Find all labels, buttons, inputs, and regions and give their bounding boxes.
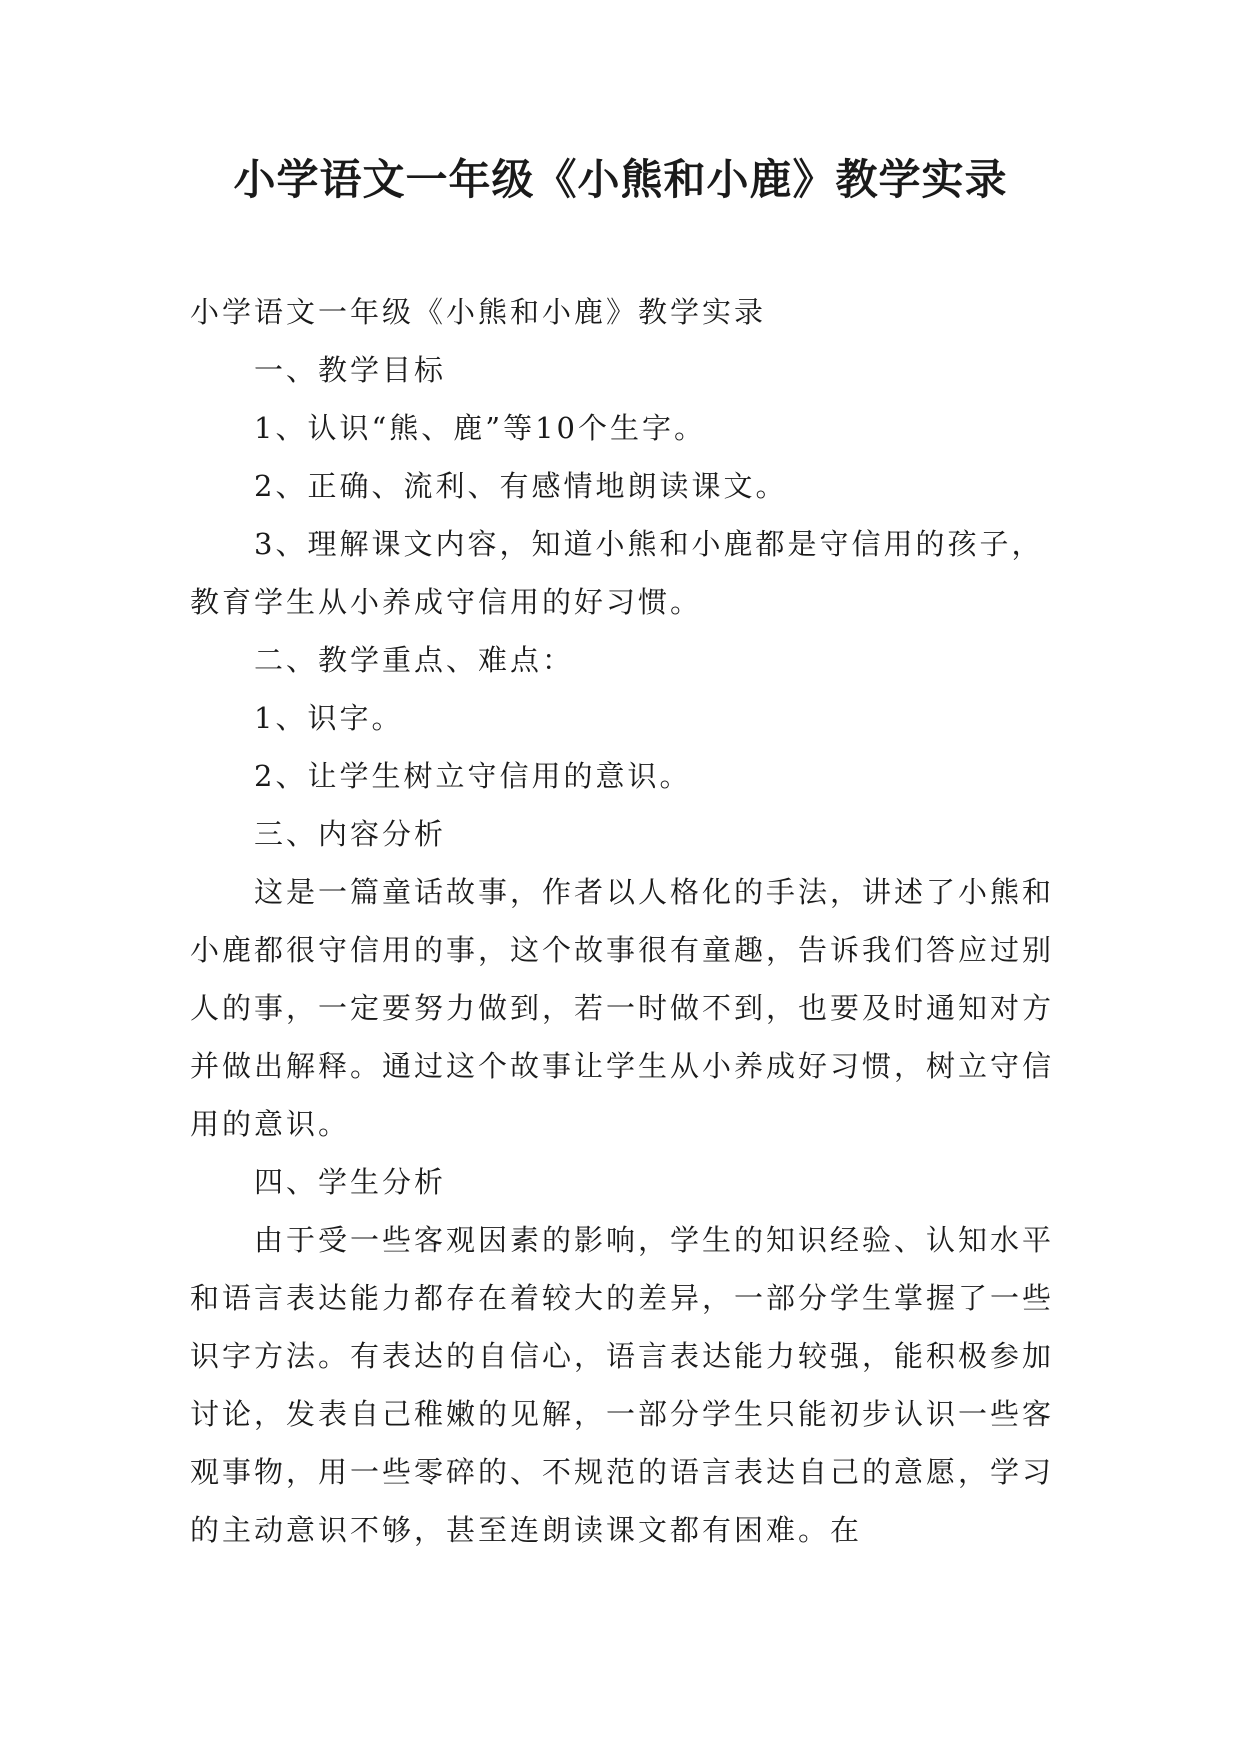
- goal-item-3: 3、理解课文内容，知道小熊和小鹿都是守信用的孩子，教育学生从小养成守信用的好习惯。: [190, 527, 1044, 619]
- key-point-item-1: 1、识字。: [254, 701, 404, 735]
- content-analysis-paragraph: 这是一篇童话故事，作者以人格化的手法，讲述了小熊和小鹿都很守信用的事，这个故事很有童趣，告诉我们答应过别人的事，一定要努力做到，若一时做不到，也要及时通知对方并做出解释。通过这个故事让学生从小养成好习惯，树立守信用的意识。: [190, 875, 1055, 1141]
- document-body: [190, 283, 1060, 1559]
- section-heading-student-analysis: 四、学生分析: [254, 1165, 447, 1199]
- student-analysis-paragraph: 由于受一些客观因素的影响，学生的知识经验、认知水平和语言表达能力都存在着较大的差异，一部分学生掌握了一些识字方法。有表达的自信心，语言表达能力较强，能积极参加讨论，发表自己稚嫩的见解，一部分学生只能初步认识一些客观事物，用一些零碎的、不规范的语言表达自己的意愿，学习的主动意识不够，甚至连朗读课文都有困难。在: [190, 1223, 1055, 1547]
- section-heading-key-points: 二、教学重点、难点：: [254, 643, 575, 677]
- key-point-item-2: 2、让学生树立守信用的意识。: [254, 759, 692, 793]
- section-heading-teaching-goals: 一、教学目标: [254, 353, 447, 387]
- goal-item-2: 2、正确、流利、有感情地朗读课文。: [254, 469, 788, 503]
- document-title: 小学语文一年级《小熊和小鹿》教学实录: [233, 155, 1008, 204]
- goal-item-1: 1、认识“熊、鹿”等10个生字。: [254, 411, 707, 445]
- paragraph-heading-repeat: 小学语文一年级《小熊和小鹿》教学实录: [190, 295, 767, 329]
- section-heading-content-analysis: 三、内容分析: [254, 817, 447, 851]
